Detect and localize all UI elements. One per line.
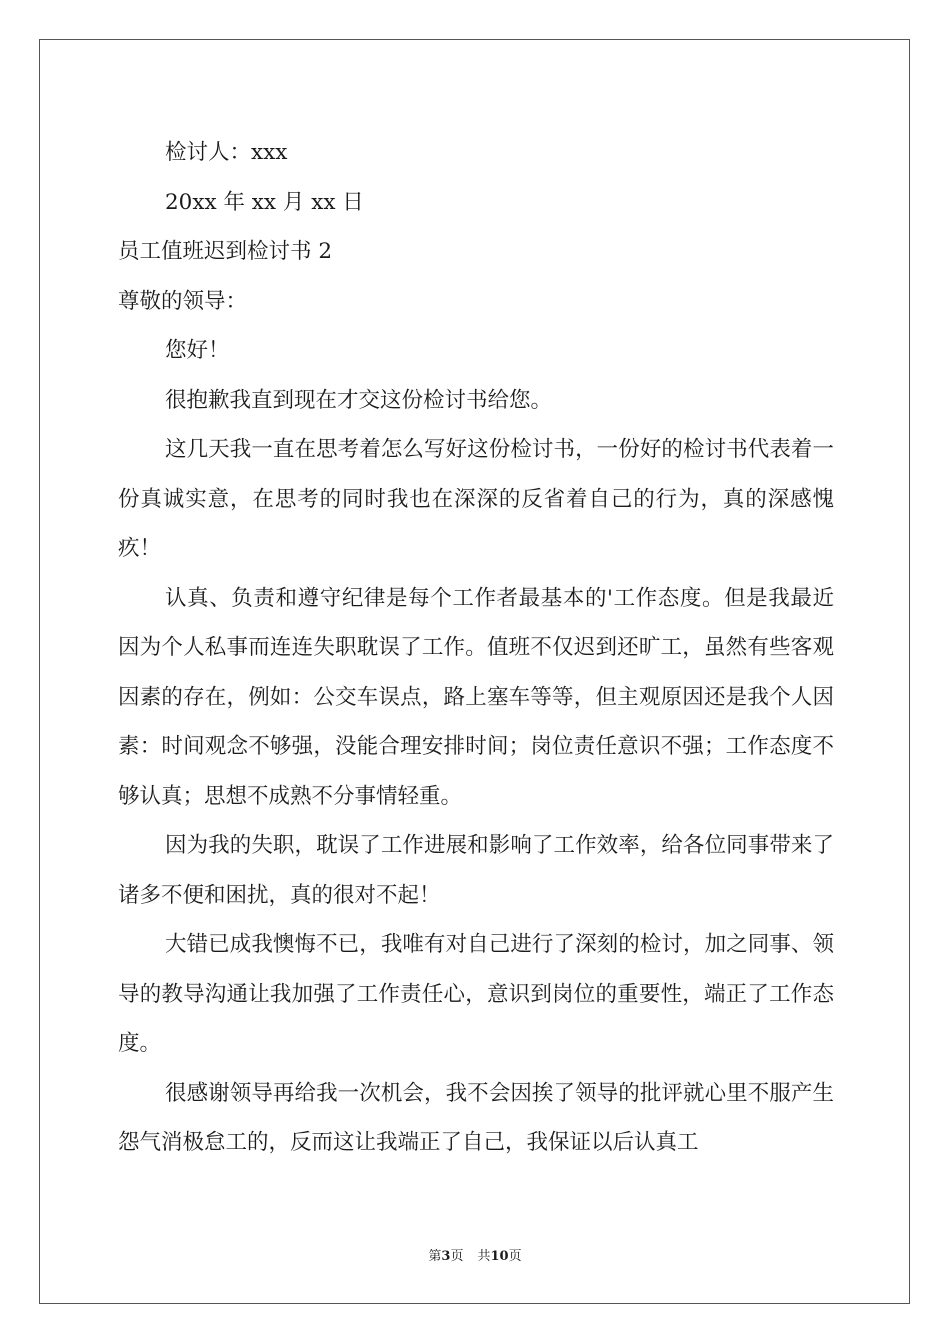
paragraph: 认真、负责和遵守纪律是每个工作者最基本的'工作态度。但是我最近因为个人私事而连连失职耽误了工作。值班不仅迟到还旷工，虽然有些客观因素的存在，例如：公交车误点，路上塞车等等，但主观原因还是我个人因素：时间观念不够强，没能合理安排时间；岗位责任意识不强；工作态度不够认真；思想不成熟不分事情轻重。 — [118, 585, 834, 809]
paragraph: 这几天我一直在思考着怎么写好这份检讨书，一份好的检讨书代表着一份真诚实意，在思考的同时我也在深深的反省着自己的行为，真的深感愧疚！ — [118, 437, 834, 561]
letter-title: 员工值班迟到检讨书 2 — [118, 239, 333, 264]
paragraph: 因为我的失职，耽误了工作进展和影响了工作效率，给各位同事带来了诸多不便和困扰，真的很对不起！ — [118, 833, 834, 908]
date-line: 20xx 年 xx 月 xx 日 — [165, 189, 364, 215]
page-footer — [0, 1248, 950, 1266]
page-unit: 页 — [450, 1249, 464, 1264]
salutation: 尊敬的领导： — [118, 288, 248, 314]
paragraph: 很抱歉我直到现在才交这份检讨书给您。 — [165, 387, 553, 413]
page-prefix: 第 — [428, 1249, 442, 1264]
total-prefix: 共 — [477, 1249, 491, 1264]
total-unit: 页 — [508, 1249, 522, 1264]
page-number: 3 — [441, 1249, 451, 1264]
page-total: 10 — [490, 1249, 509, 1264]
reviewer-line: 检讨人：xxx — [165, 140, 288, 165]
paragraph: 很感谢领导再给我一次机会，我不会因挨了领导的批评就心里不服产生怨气消极怠工的，反而这让我端正了自己，我保证以后认真工 — [118, 1080, 834, 1155]
greeting: 您好！ — [165, 338, 230, 363]
document-body — [118, 128, 834, 1168]
paragraph: 大错已成我懊悔不已，我唯有对自己进行了深刻的检讨，加之同事、领导的教导沟通让我加强了工作责任心，意识到岗位的重要性，端正了工作态度。 — [118, 932, 834, 1056]
